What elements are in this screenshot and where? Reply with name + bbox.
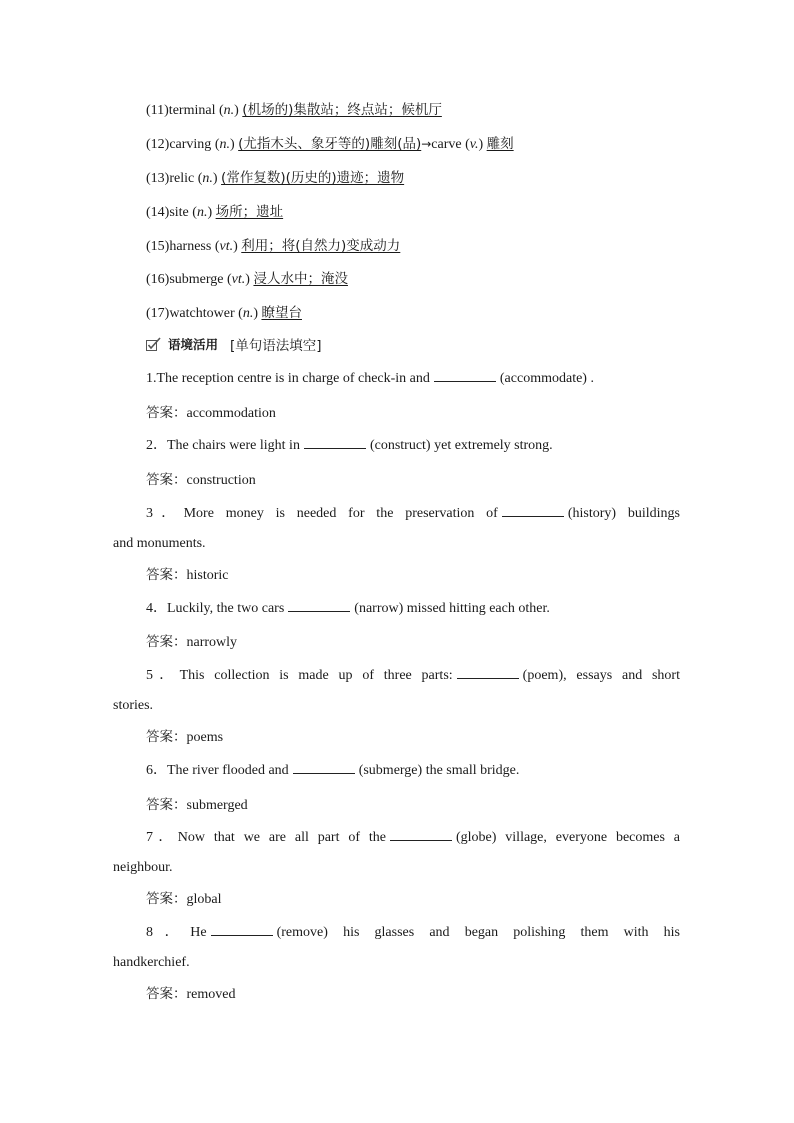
answer-label: 答案：	[146, 891, 187, 907]
answer-2	[146, 471, 256, 490]
answer-label: 答案：	[146, 405, 187, 421]
question-hint: (globe)	[455, 830, 497, 845]
answer-1	[146, 404, 276, 423]
question-tail: buildings	[627, 506, 680, 521]
vocab-meaning: 利用；将(自然力)变成动力	[241, 238, 401, 254]
answer-label: 答案：	[146, 729, 187, 745]
vocab-head: (13)relic	[146, 171, 195, 186]
question-tail: the small bridge.	[425, 763, 520, 778]
answer-6	[146, 796, 248, 815]
vocab-head: (16)submerge	[146, 272, 224, 287]
question-8	[113, 918, 680, 978]
answer-5	[146, 728, 223, 747]
question-text: 8．He	[146, 925, 207, 940]
answer-4	[146, 633, 237, 652]
vocab-meaning: (机场的)集散站；终点站；候机厅	[242, 102, 442, 118]
question-text: 1.The reception centre is in charge of check-in and	[146, 371, 430, 386]
question-tail: missed hitting each other.	[406, 601, 550, 616]
question-5	[113, 661, 680, 721]
question-tail: his glasses and began polishing them with his	[343, 925, 681, 940]
vocab-item-carving: (12)carving (n.) (尤指木头、象牙等的)雕刻(品)→carve (v.) 雕刻	[146, 136, 514, 152]
checkbox-pen-icon	[146, 337, 162, 351]
answer-blank[interactable]	[502, 504, 564, 517]
question-hint: (remove)	[276, 925, 328, 940]
question-3	[113, 499, 680, 559]
answer-3	[146, 566, 229, 585]
question-hint: (accommodate)	[499, 371, 587, 386]
answer-label: 答案：	[146, 472, 187, 488]
answer-value: historic	[186, 568, 229, 583]
vocab-item-submerge: (16)submerge (vt.) 浸人水中；淹没	[146, 271, 348, 287]
vocab-pos: n.	[219, 137, 230, 152]
vocab-pos: n.	[202, 171, 213, 186]
question-tail: yet extremely strong.	[434, 438, 553, 453]
vocab-head: (12)carving	[146, 137, 212, 152]
answer-label: 答案：	[146, 797, 187, 813]
answer-blank[interactable]	[434, 369, 496, 382]
section-subtitle: [单句语法填空]	[230, 338, 322, 354]
question-text: 6．The river flooded and	[146, 763, 289, 778]
question-tail: village, everyone becomes a	[505, 830, 681, 845]
vocab-meaning: 场所；遗址	[215, 204, 284, 220]
question-6	[113, 756, 680, 786]
answer-blank[interactable]	[457, 666, 519, 679]
vocab-meaning: 瞭望台	[261, 305, 302, 321]
answer-value: construction	[186, 473, 256, 488]
question-continuation: neighbour.	[113, 860, 173, 875]
answer-8	[146, 985, 235, 1004]
vocab-item-harness: (15)harness (vt.) 利用；将(自然力)变成动力	[146, 238, 401, 254]
vocab-pos: vt.	[231, 272, 246, 287]
answer-value: removed	[186, 987, 236, 1002]
derivation-arrow: →	[421, 137, 432, 151]
question-1	[113, 364, 680, 394]
vocab-item-terminal: (11)terminal (n.) (机场的)集散站；终点站；候机厅	[146, 102, 442, 118]
answer-value: accommodation	[186, 406, 276, 421]
question-continuation: and monuments.	[113, 536, 206, 551]
question-hint: (submerge)	[358, 763, 423, 778]
question-continuation: handkerchief.	[113, 955, 190, 970]
section-header	[146, 335, 322, 353]
answer-value: narrowly	[186, 635, 238, 650]
answer-blank[interactable]	[304, 436, 366, 449]
answer-label: 答案：	[146, 986, 187, 1002]
vocab-item-watchtower: (17)watchtower (n.) 瞭望台	[146, 305, 302, 321]
vocab-item-site: (14)site (n.) 场所；遗址	[146, 204, 284, 220]
answer-value: global	[186, 892, 222, 907]
question-7	[113, 823, 680, 883]
vocab-meaning: (常作复数)(历史的)遗迹；遗物	[221, 170, 405, 186]
answer-value: poems	[186, 730, 224, 745]
vocab-head: (14)site	[146, 205, 189, 220]
vocab-pos: n.	[223, 103, 235, 118]
question-text: 4．Luckily, the two cars	[146, 601, 285, 616]
question-hint: (construct)	[369, 438, 431, 453]
vocab-meaning: (尤指木头、象牙等的)雕刻(品)	[238, 136, 422, 152]
vocab-head: (11)terminal	[146, 103, 216, 118]
question-2	[113, 431, 680, 461]
question-text: 7．Now that we are all part of the	[146, 830, 386, 845]
vocab-pos: n.	[242, 306, 254, 321]
section-title: 语境活用	[168, 337, 219, 352]
vocab-derived: carve	[431, 137, 462, 152]
question-hint: (history)	[567, 506, 617, 521]
vocab-derived-meaning: 雕刻	[486, 136, 514, 152]
vocab-head: (17)watchtower	[146, 306, 235, 321]
question-text: 5．This collection is made up of three parts:	[146, 668, 453, 683]
answer-7	[146, 890, 222, 909]
answer-blank[interactable]	[211, 923, 273, 936]
question-hint: (poem),	[522, 668, 567, 683]
answer-blank[interactable]	[390, 828, 452, 841]
question-tail: essays and short	[576, 668, 680, 683]
question-tail: .	[590, 371, 594, 386]
question-text: 2．The chairs were light in	[146, 438, 300, 453]
question-4	[113, 594, 680, 624]
question-continuation: stories.	[113, 698, 154, 713]
answer-blank[interactable]	[288, 599, 350, 612]
answer-value: submerged	[186, 798, 248, 813]
answer-label: 答案：	[146, 634, 187, 650]
vocab-pos: vt.	[219, 239, 234, 254]
vocab-pos: n.	[196, 205, 208, 220]
answer-label: 答案：	[146, 567, 187, 583]
question-hint: (narrow)	[354, 601, 404, 616]
answer-blank[interactable]	[293, 761, 355, 774]
vocab-derived-pos: v.	[469, 137, 479, 152]
vocab-item-relic: (13)relic (n.) (常作复数)(历史的)遗迹；遗物	[146, 170, 405, 186]
vocab-head: (15)harness	[146, 239, 212, 254]
question-text: 3．More money is needed for the preservation of	[146, 506, 498, 521]
vocab-meaning: 浸人水中；淹没	[253, 271, 348, 287]
